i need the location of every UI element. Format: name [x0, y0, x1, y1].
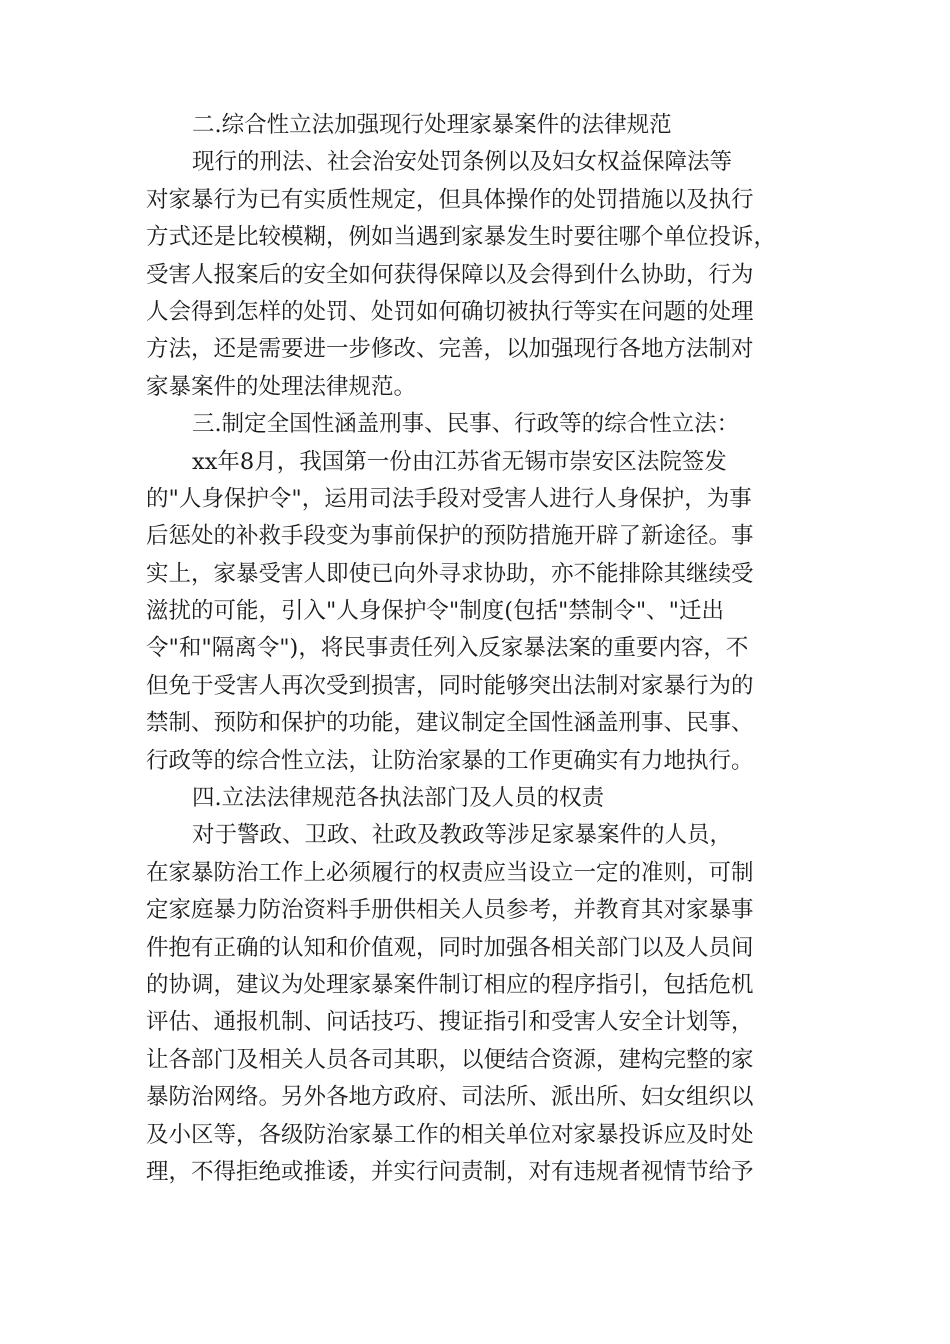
paragraph-line: 人会得到怎样的处罚、处罚如何确切被执行等实在问题的处理	[146, 298, 754, 325]
paragraph-line: 但免于受害人再次受到损害，同时能够突出法制对家暴行为的	[146, 672, 754, 699]
paragraph-line: 对于警政、卫政、社政及教政等涉足家暴案件的人员，	[192, 822, 733, 849]
paragraph-line: 方法，还是需要进一步修改、完善，以加强现行各地方法制对	[146, 336, 754, 363]
section-heading: 四.立法法律规范各执法部门及人员的权责	[192, 785, 605, 812]
paragraph-line: 件抱有正确的认知和价值观，同时加强各相关部门以及人员间	[146, 934, 754, 961]
paragraph-line: 现行的刑法、社会治安处罚条例以及妇女权益保障法等	[192, 149, 733, 176]
paragraph-line: 家暴案件的处理法律规范。	[146, 373, 417, 400]
paragraph-line: 受害人报案后的安全如何获得保障以及会得到什么协助，行为	[146, 261, 754, 288]
paragraph-line: 暴防治网络。另外各地方政府、司法所、派出所、妇女组织以	[146, 1084, 754, 1111]
paragraph-line: 后惩处的补救手段变为事前保护的预防措施开辟了新途径。事	[146, 523, 754, 550]
paragraph-line: 理，不得拒绝或推诿，并实行问责制，对有违规者视情节给予	[146, 1158, 754, 1185]
paragraph-line: 禁制、预防和保护的功能，建议制定全国性涵盖刑事、民事、	[146, 710, 754, 737]
paragraph-line: 对家暴行为已有实质性规定，但具体操作的处罚措施以及执行	[146, 186, 754, 213]
paragraph-line: 及小区等，各级防治家暴工作的相关单位对家暴投诉应及时处	[146, 1121, 754, 1148]
document-page	[146, 107, 796, 1191]
paragraph-line: 评估、通报机制、问话技巧、搜证指引和受害人安全计划等，	[146, 1009, 754, 1036]
paragraph-line: 定家庭暴力防治资料手册供相关人员参考，并教育其对家暴事	[146, 897, 754, 924]
section-heading: 三.制定全国性涵盖刑事、民事、行政等的综合性立法：	[192, 411, 740, 438]
paragraph-line: 的协调，建议为处理家暴案件制订相应的程序指引，包括危机	[146, 971, 754, 998]
paragraph-line: 滋扰的可能，引入"人身保护令"制度(包括"禁制令"、"迁出	[146, 598, 725, 625]
paragraph-line: 令"和"隔离令")，将民事责任列入反家暴法案的重要内容，不	[146, 635, 749, 662]
paragraph-line: 让各部门及相关人员各司其职，以便结合资源，建构完整的家	[146, 1046, 754, 1073]
paragraph-line: 实上，家暴受害人即使已向外寻求协助，亦不能排除其继续受	[146, 560, 754, 587]
section-heading: 二.综合性立法加强现行处理家暴案件的法律规范	[192, 112, 672, 138]
paragraph-line: 的"人身保护令"，运用司法手段对受害人进行人身保护，为事	[146, 485, 752, 512]
paragraph-line: 方式还是比较模糊，例如当遇到家暴发生时要往哪个单位投诉，	[146, 224, 777, 251]
paragraph-line: 在家暴防治工作上必须履行的权责应当设立一定的准则，可制	[146, 859, 754, 886]
paragraph-line: 行政等的综合性立法，让防治家暴的工作更确实有力地执行。	[146, 747, 754, 774]
paragraph-line: xx年8月，我国第一份由江苏省无锡市崇安区法院签发	[192, 448, 727, 475]
